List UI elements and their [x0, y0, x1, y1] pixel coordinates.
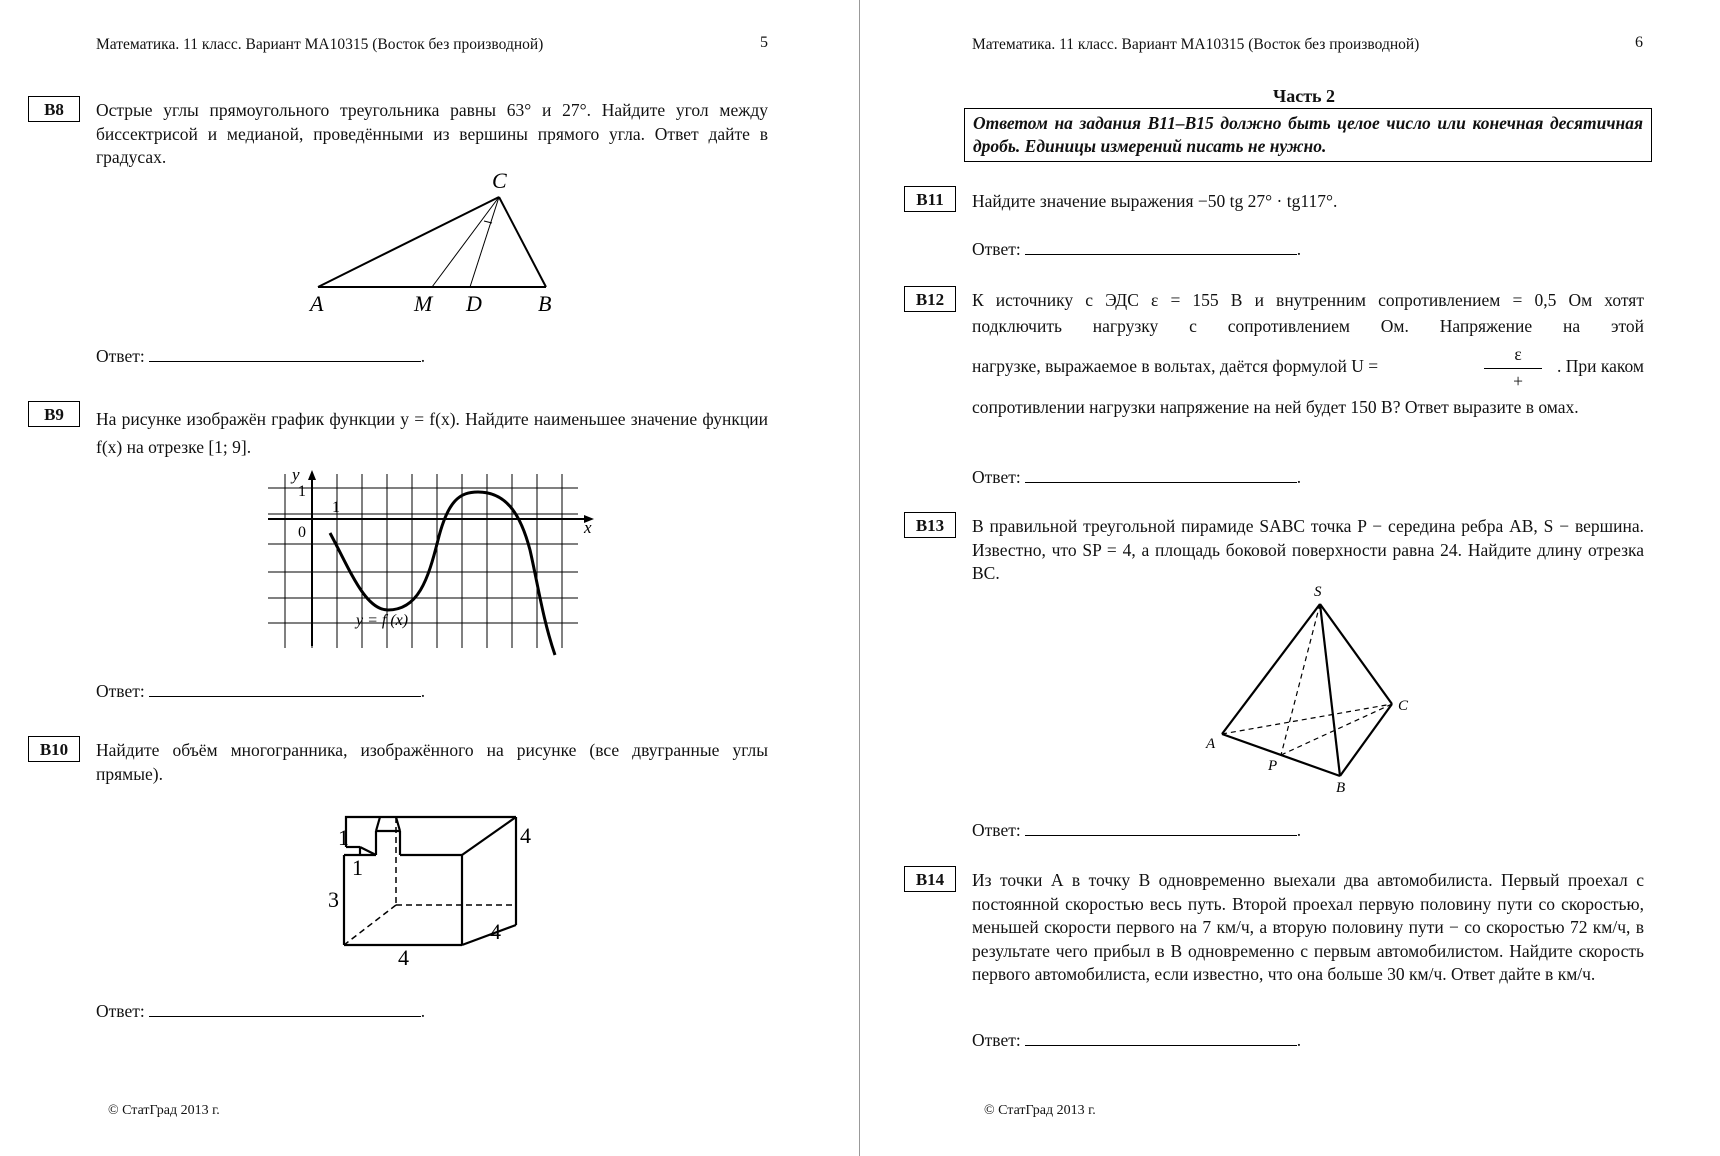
task-b12-formula-line — [972, 344, 1644, 394]
task-b13-text: В правильной треугольной пирамиде SABC точка P − середина ребра AB, S − вершина. Известно, что SP = 4, а площадь боковой поверхности равна 24. Найдите длину отрезка BC. — [972, 516, 1644, 583]
polyhedron-figure — [320, 775, 550, 975]
task-tag-b13: B13 — [904, 512, 956, 538]
task-tag-b9: B9 — [28, 401, 80, 427]
edge-bc — [1340, 704, 1392, 776]
label-s: S — [1314, 584, 1322, 600]
answer-field-b11[interactable] — [1025, 238, 1297, 255]
task-b9-text: На рисунке изображён график функции y = f(x). Найдите наименьшее значение функции f(x) на отрезке [1; 9]. — [96, 409, 768, 457]
answer-b12: Ответ: . — [972, 467, 1302, 487]
right-page-number: 6 — [1635, 34, 1643, 51]
label-one-x: 1 — [332, 499, 340, 516]
bisector-cd — [470, 197, 499, 287]
answer-b13: Ответ: . — [972, 820, 1302, 840]
label-four-depth: 4 — [490, 919, 501, 944]
answer-field-b14[interactable] — [1025, 1029, 1297, 1046]
label-one-b: 1 — [352, 855, 363, 880]
answer-b14: Ответ: . — [972, 1030, 1302, 1050]
label-a: A — [310, 291, 324, 316]
label-a: A — [1206, 736, 1216, 752]
label-c: C — [1398, 698, 1409, 714]
part-title: Часть 2 — [1273, 86, 1336, 106]
label-b: B — [1336, 780, 1346, 796]
right-page-header: Математика. 11 класс. Вариант МА10315 (Восток без производной) — [972, 36, 1420, 53]
label-four-right: 4 — [520, 823, 531, 848]
answer-label: Ответ: — [96, 1001, 145, 1021]
fraction-numerator: ε — [1514, 344, 1522, 364]
task-tag-b14: B14 — [904, 866, 956, 892]
instruction-box: Ответом на задания B11–B15 должно быть целое число или конечная десятичная дробь. Единицы измерений писать не нужно. — [964, 108, 1652, 162]
task-tag-b12: B12 — [904, 286, 956, 312]
answer-field-b8[interactable] — [149, 345, 421, 362]
fraction-denominator: + — [1513, 371, 1523, 391]
answer-label: Ответ: — [972, 467, 1021, 487]
label-b: B — [538, 291, 552, 316]
task-tag-b10: B10 — [28, 736, 80, 762]
right-footer: © СтатГрад 2013 г. — [984, 1103, 1096, 1118]
answer-field-b13[interactable] — [1025, 819, 1297, 836]
task-b12-line3: нагрузке, выражаемое в вольтах, даётся формулой U = — [972, 356, 1379, 376]
answer-b9: Ответ: . — [96, 681, 426, 701]
y-axis-arrow — [308, 470, 316, 480]
answer-label: Ответ: — [972, 1030, 1021, 1050]
answer-label: Ответ: — [972, 239, 1021, 259]
label-m: M — [414, 291, 433, 316]
function-curve — [330, 492, 555, 655]
triangle-figure — [300, 164, 570, 324]
answer-b8: Ответ: . — [96, 346, 426, 366]
label-four-bottom: 4 — [398, 945, 409, 970]
label-three: 3 — [328, 887, 339, 912]
task-tag-b8: B8 — [28, 96, 80, 122]
answer-b10: Ответ: . — [96, 1001, 426, 1021]
label-zero: 0 — [298, 524, 306, 541]
task-b8-text: Острые углы прямоугольного треугольника равны 63° и 27°. Найдите угол между биссектрисой и медианой, проведёнными из вершины прямого угла. Ответ дайте в градусах. — [96, 100, 768, 167]
answer-field-b10[interactable] — [149, 1000, 421, 1017]
segment-sp — [1281, 604, 1320, 755]
task-b12-line2: подключить нагрузку с сопротивлением Ом. Напряжение на этой — [972, 316, 1644, 336]
edge-sb — [1320, 604, 1340, 776]
side-ac — [318, 197, 499, 287]
page-divider — [859, 0, 860, 1156]
answer-label: Ответ: — [96, 346, 145, 366]
answer-field-b9[interactable] — [149, 680, 421, 697]
edge-ac — [1222, 704, 1392, 734]
task-b12-line4: сопротивлении нагрузки напряжение на ней будет 150 В? Ответ выразите в омах. — [972, 397, 1579, 417]
label-function: y = f (x) — [356, 612, 409, 629]
task-b12-line3-end: . При каком — [1557, 356, 1644, 376]
answer-label: Ответ: — [972, 820, 1021, 840]
label-one-a: 1 — [338, 825, 349, 850]
label-one-y: 1 — [298, 483, 306, 500]
left-footer: © СтатГрад 2013 г. — [108, 1103, 220, 1118]
answer-label: Ответ: — [96, 681, 145, 701]
label-y-axis: y — [292, 465, 300, 484]
answer-b11: Ответ: . — [972, 239, 1302, 259]
task-b12-line1: К источнику с ЭДС ε = 155 В и внутренним сопротивлением = 0,5 Ом хотят — [972, 290, 1644, 310]
label-c: C — [492, 168, 507, 193]
function-graph — [260, 465, 600, 660]
task-tag-b11: B11 — [904, 186, 956, 212]
task-b11-text: Найдите значение выражения −50 tg 27° · tg117°. — [972, 191, 1338, 211]
edge-sa — [1222, 604, 1320, 734]
task-b14-text: Из точки А в точку В одновременно выехали два автомобилиста. Первый проехал с постоянной скоростью весь путь. Второй проехал первую половину пути со скоростью, меньшей скорости первого на 7 км/ч, а вторую половину пути − со скоростью 72 км/ч, в результате чего прибыл в В одновременно с первым автомобилистом. Найдите скорость первого автомобилиста, если известно, что она больше 30 км/ч. Ответ дайте в км/ч. — [972, 870, 1644, 984]
left-page-header: Математика. 11 класс. Вариант МА10315 (Восток без производной) — [96, 36, 544, 53]
label-d: D — [466, 291, 482, 316]
hidden-edges — [1222, 604, 1392, 755]
side-cb — [499, 197, 546, 287]
median-cm — [432, 197, 499, 287]
pyramid-figure — [1196, 580, 1426, 800]
label-p: P — [1268, 758, 1278, 774]
fraction-bar — [1484, 368, 1542, 369]
left-page-number: 5 — [760, 34, 768, 51]
label-x-axis: x — [584, 518, 592, 537]
answer-field-b12[interactable] — [1025, 466, 1297, 483]
task-b10-text: Найдите объём многогранника, изображённого на рисунке (все двугранные углы прямые). — [96, 740, 768, 784]
